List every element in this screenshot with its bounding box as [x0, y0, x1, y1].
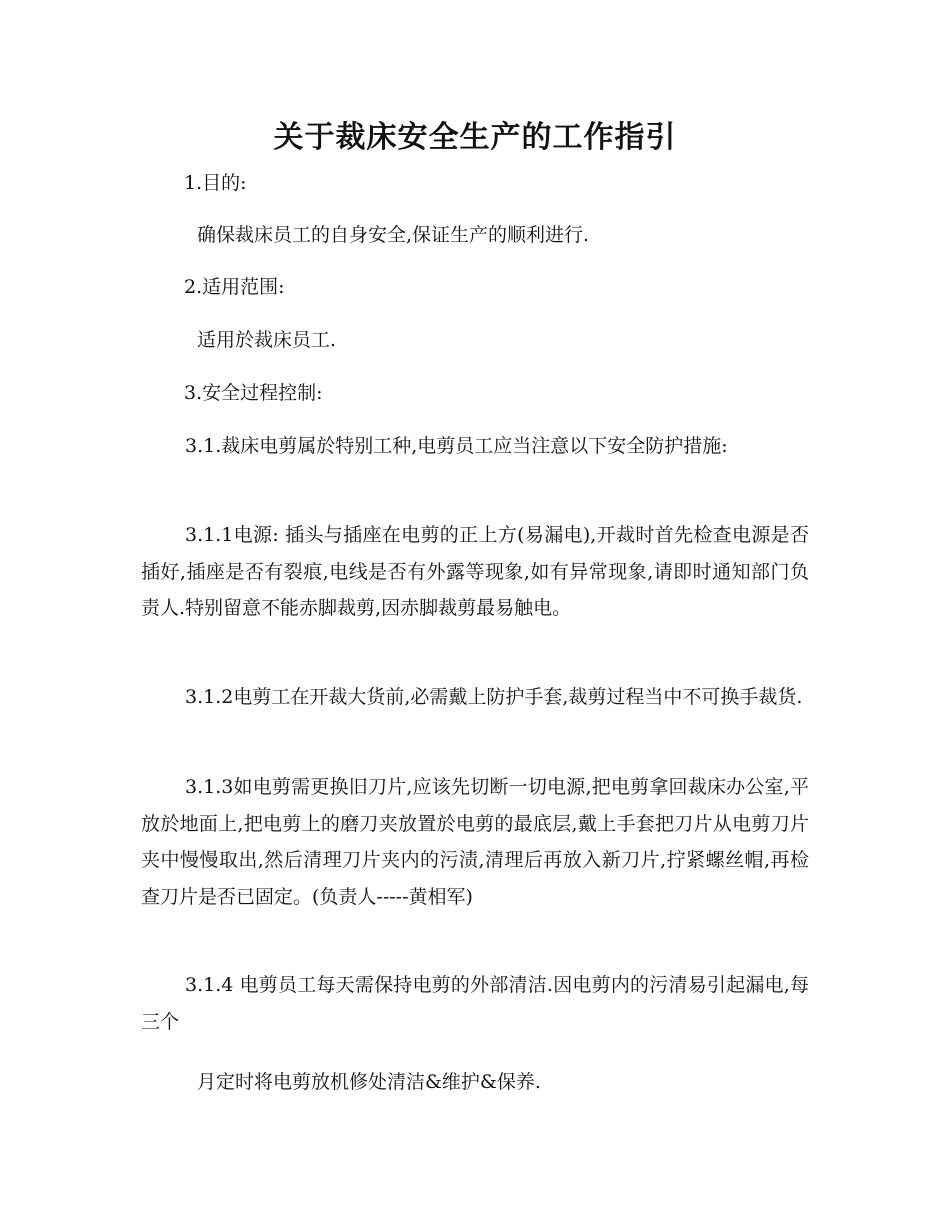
- paragraph-3-1-4: 3.1.4 电剪员工每天需保持电剪的外部清洁.因电剪内的污清易引起漏电,每三个: [141, 974, 809, 1033]
- scope-text: 适用於裁床员工.: [197, 329, 337, 351]
- purpose-heading: 1.目的:: [184, 172, 247, 194]
- paragraph-3-1-1: 3.1.1电源: 插头与插座在电剪的正上方(易漏电),开裁时首先检查电源是否插好,插座是否有裂痕,电线是否有外露等现象,如有异常现象,请即时通知部门负责人.特别留意不能赤脚裁剪,因赤脚裁剪最易触电。: [141, 524, 809, 619]
- purpose-text: 确保裁床员工的自身安全,保证生产的顺利进行.: [197, 224, 590, 246]
- document-title: 关于裁床安全生产的工作指引: [273, 120, 677, 155]
- paragraph-3-1-2: 3.1.2电剪工在开裁大货前,必需戴上防护手套,裁剪过程当中不可换手裁货.: [185, 686, 803, 708]
- scope-heading: 2.适用范围:: [184, 276, 285, 298]
- paragraph-3-1-3: 3.1.3如电剪需更换旧刀片,应该先切断一切电源,把电剪拿回裁床办公室,平放於地面上,把电剪上的磨刀夹放置於电剪的最底层,戴上手套把刀片从电剪刀片夹中慢慢取出,然后清理刀片夹内的污渍,清理后再放入新刀片,拧紧螺丝帽,再检查刀片是否已固定。(负责人-----黄相军): [141, 776, 809, 908]
- control-heading: 3.安全过程控制:: [184, 382, 323, 404]
- paragraph-3-1-4-continued: 月定时将电剪放机修处清洁&维护&保养.: [197, 1071, 541, 1093]
- paragraph-3-1: 3.1.裁床电剪属於特别工种,电剪员工应当注意以下安全防护措施:: [185, 435, 728, 457]
